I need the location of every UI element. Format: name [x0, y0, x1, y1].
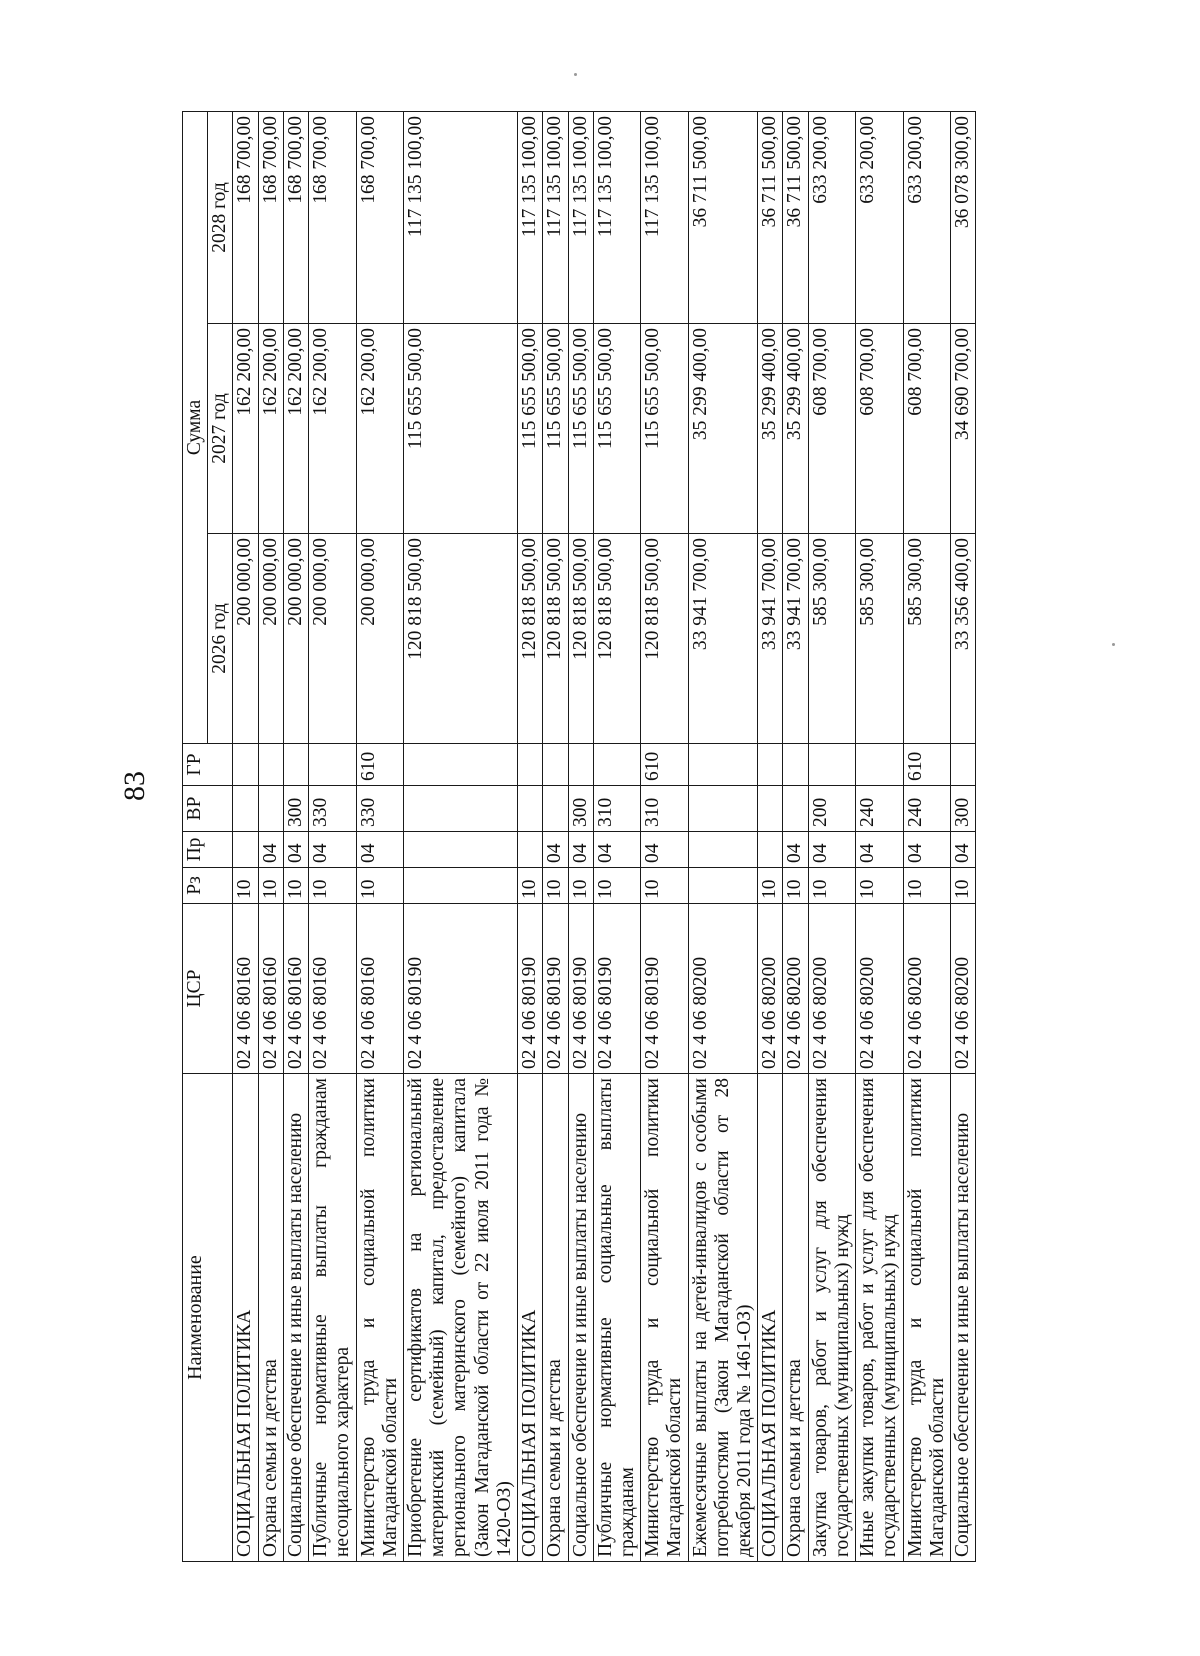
cell-rz: 10	[758, 868, 783, 904]
cell-amount-2026: 585 300,00	[856, 534, 903, 744]
cell-amount-2027: 115 655 500,00	[641, 324, 688, 534]
cell-gr: 610	[356, 744, 403, 786]
header-vr: ВР	[183, 786, 233, 832]
cell-vr: 240	[856, 786, 903, 832]
cell-rz: 10	[641, 868, 688, 904]
cell-gr	[593, 744, 640, 786]
cell-amount-2027: 35 299 400,00	[758, 324, 783, 534]
cell-amount-2028: 117 135 100,00	[641, 112, 688, 324]
cell-csr: 02 4 06 80200	[856, 904, 903, 1074]
cell-name: Закупка товаров, работ и услуг для обеспечения государственных (муниципальных) нужд	[808, 1074, 855, 1562]
header-year-2028: 2028 год	[208, 112, 233, 324]
cell-amount-2026: 120 818 500,00	[568, 534, 593, 744]
cell-amount-2026: 200 000,00	[258, 534, 283, 744]
table-row	[641, 112, 688, 1562]
table-row	[309, 112, 356, 1562]
cell-rz	[403, 868, 517, 904]
cell-pr: 04	[808, 832, 855, 868]
cell-pr: 04	[258, 832, 283, 868]
cell-amount-2027: 35 299 400,00	[783, 324, 808, 534]
table-row	[808, 112, 855, 1562]
cell-name: СОЦИАЛЬНАЯ ПОЛИТИКА	[758, 1074, 783, 1562]
cell-rz: 10	[283, 868, 308, 904]
cell-vr: 300	[283, 786, 308, 832]
table-row	[543, 112, 568, 1562]
cell-gr: 610	[641, 744, 688, 786]
cell-amount-2028: 117 135 100,00	[593, 112, 640, 324]
cell-amount-2028: 633 200,00	[808, 112, 855, 324]
cell-pr	[233, 832, 258, 868]
cell-rz: 10	[856, 868, 903, 904]
cell-csr: 02 4 06 80200	[903, 904, 950, 1074]
cell-rz: 10	[356, 868, 403, 904]
cell-amount-2028: 117 135 100,00	[403, 112, 517, 324]
table-row	[593, 112, 640, 1562]
cell-rz: 10	[808, 868, 855, 904]
cell-csr: 02 4 06 80160	[309, 904, 356, 1074]
cell-amount-2028: 117 135 100,00	[543, 112, 568, 324]
cell-csr: 02 4 06 80200	[951, 904, 976, 1074]
cell-amount-2027: 115 655 500,00	[593, 324, 640, 534]
cell-rz: 10	[543, 868, 568, 904]
cell-gr	[403, 744, 517, 786]
cell-name: Социальное обеспечение и иные выплаты населению	[283, 1074, 308, 1562]
cell-csr: 02 4 06 80190	[403, 904, 517, 1074]
cell-name: Иные закупки товаров, работ и услуг для обеспечения государственных (муниципальных) нужд	[856, 1074, 903, 1562]
cell-csr: 02 4 06 80200	[758, 904, 783, 1074]
cell-amount-2027: 608 700,00	[808, 324, 855, 534]
cell-amount-2026: 33 941 700,00	[758, 534, 783, 744]
cell-pr	[518, 832, 543, 868]
budget-table	[182, 111, 976, 1562]
cell-gr	[309, 744, 356, 786]
cell-name: СОЦИАЛЬНАЯ ПОЛИТИКА	[233, 1074, 258, 1562]
cell-amount-2027: 34 690 700,00	[951, 324, 976, 534]
cell-amount-2026: 200 000,00	[309, 534, 356, 744]
cell-amount-2027: 162 200,00	[233, 324, 258, 534]
cell-gr	[758, 744, 783, 786]
cell-amount-2028: 168 700,00	[356, 112, 403, 324]
cell-pr: 04	[856, 832, 903, 868]
cell-amount-2028: 168 700,00	[309, 112, 356, 324]
cell-rz	[688, 868, 758, 904]
cell-csr: 02 4 06 80190	[543, 904, 568, 1074]
header-csr: ЦСР	[183, 904, 233, 1074]
table-row	[758, 112, 783, 1562]
cell-amount-2026: 33 941 700,00	[688, 534, 758, 744]
cell-csr: 02 4 06 80160	[258, 904, 283, 1074]
cell-amount-2028: 168 700,00	[283, 112, 308, 324]
cell-name: СОЦИАЛЬНАЯ ПОЛИТИКА	[518, 1074, 543, 1562]
cell-pr	[758, 832, 783, 868]
cell-rz: 10	[568, 868, 593, 904]
cell-amount-2027: 162 200,00	[309, 324, 356, 534]
cell-amount-2027: 115 655 500,00	[518, 324, 543, 534]
cell-rz: 10	[593, 868, 640, 904]
cell-amount-2026: 33 941 700,00	[783, 534, 808, 744]
cell-name: Социальное обеспечение и иные выплаты населению	[568, 1074, 593, 1562]
cell-name: Ежемесячные выплаты на детей-инвалидов с особыми потребностями (Закон Магаданской области от 28 декабря 2011 года № 1461-ОЗ)	[688, 1074, 758, 1562]
cell-rz: 10	[233, 868, 258, 904]
cell-name: Министерство труда и социальной политики Магаданской области	[903, 1074, 950, 1562]
cell-name: Социальное обеспечение и иные выплаты населению	[951, 1074, 976, 1562]
cell-gr: 610	[903, 744, 950, 786]
cell-name: Охрана семьи и детства	[258, 1074, 283, 1562]
cell-gr	[856, 744, 903, 786]
cell-amount-2027: 35 299 400,00	[688, 324, 758, 534]
header-pr: Пр	[183, 832, 233, 868]
cell-pr: 04	[641, 832, 688, 868]
cell-rz: 10	[783, 868, 808, 904]
cell-name: Министерство труда и социальной политики Магаданской области	[641, 1074, 688, 1562]
cell-gr	[808, 744, 855, 786]
cell-gr	[258, 744, 283, 786]
cell-amount-2028: 117 135 100,00	[568, 112, 593, 324]
cell-amount-2026: 120 818 500,00	[403, 534, 517, 744]
cell-vr: 300	[951, 786, 976, 832]
scan-speck	[574, 73, 577, 76]
header-row	[183, 112, 208, 1562]
cell-csr: 02 4 06 80160	[233, 904, 258, 1074]
cell-csr: 02 4 06 80200	[783, 904, 808, 1074]
cell-amount-2028: 36 711 500,00	[688, 112, 758, 324]
cell-amount-2026: 120 818 500,00	[518, 534, 543, 744]
cell-csr: 02 4 06 80190	[593, 904, 640, 1074]
cell-amount-2027: 115 655 500,00	[568, 324, 593, 534]
cell-amount-2028: 168 700,00	[258, 112, 283, 324]
cell-vr	[518, 786, 543, 832]
cell-amount-2028: 36 078 300,00	[951, 112, 976, 324]
table-row	[568, 112, 593, 1562]
table-row	[258, 112, 283, 1562]
cell-amount-2028: 117 135 100,00	[518, 112, 543, 324]
cell-name: Охрана семьи и детства	[543, 1074, 568, 1562]
cell-rz: 10	[903, 868, 950, 904]
cell-pr	[688, 832, 758, 868]
cell-amount-2027: 608 700,00	[856, 324, 903, 534]
cell-pr: 04	[903, 832, 950, 868]
cell-gr	[568, 744, 593, 786]
cell-amount-2026: 120 818 500,00	[641, 534, 688, 744]
cell-vr: 310	[641, 786, 688, 832]
cell-name: Публичные нормативные выплаты гражданам несоциального характера	[309, 1074, 356, 1562]
cell-vr	[783, 786, 808, 832]
header-sum: Сумма	[183, 112, 208, 744]
cell-amount-2026: 200 000,00	[233, 534, 258, 744]
cell-amount-2026: 585 300,00	[808, 534, 855, 744]
cell-gr	[688, 744, 758, 786]
header-rz: Рз	[183, 868, 233, 904]
header-year-2026: 2026 год	[208, 534, 233, 744]
cell-csr: 02 4 06 80200	[808, 904, 855, 1074]
cell-vr: 200	[808, 786, 855, 832]
cell-name: Приобретение сертификатов на региональный материнский (семейный) капитал, предоставление регионального материнского (семейного) капитала (Закон Магаданской области от 22 июля 2011 года № 1420-ОЗ)	[403, 1074, 517, 1562]
cell-amount-2027: 115 655 500,00	[543, 324, 568, 534]
cell-amount-2027: 115 655 500,00	[403, 324, 517, 534]
cell-vr: 330	[309, 786, 356, 832]
cell-name: Публичные нормативные социальные выплаты гражданам	[593, 1074, 640, 1562]
cell-amount-2028: 36 711 500,00	[783, 112, 808, 324]
cell-amount-2027: 608 700,00	[903, 324, 950, 534]
cell-pr: 04	[951, 832, 976, 868]
table-row	[856, 112, 903, 1562]
cell-vr: 300	[568, 786, 593, 832]
cell-rz: 10	[518, 868, 543, 904]
table-body	[233, 112, 976, 1562]
cell-amount-2026: 200 000,00	[356, 534, 403, 744]
table-row	[903, 112, 950, 1562]
cell-gr	[283, 744, 308, 786]
cell-amount-2026: 200 000,00	[283, 534, 308, 744]
cell-csr: 02 4 06 80200	[688, 904, 758, 1074]
table-row	[233, 112, 258, 1562]
table-row	[951, 112, 976, 1562]
cell-amount-2028: 36 711 500,00	[758, 112, 783, 324]
cell-name: Министерство труда и социальной политики Магаданской области	[356, 1074, 403, 1562]
cell-vr	[258, 786, 283, 832]
header-year-2027: 2027 год	[208, 324, 233, 534]
cell-name: Охрана семьи и детства	[783, 1074, 808, 1562]
cell-pr	[403, 832, 517, 868]
cell-rz: 10	[951, 868, 976, 904]
cell-amount-2028: 633 200,00	[856, 112, 903, 324]
table-row	[283, 112, 308, 1562]
cell-gr	[783, 744, 808, 786]
cell-pr: 04	[309, 832, 356, 868]
cell-gr	[543, 744, 568, 786]
header-gr: ГР	[183, 744, 233, 786]
cell-amount-2027: 162 200,00	[283, 324, 308, 534]
cell-csr: 02 4 06 80190	[568, 904, 593, 1074]
page-number: 83	[118, 771, 151, 801]
cell-vr: 310	[593, 786, 640, 832]
cell-vr	[688, 786, 758, 832]
cell-vr	[233, 786, 258, 832]
cell-amount-2026: 585 300,00	[903, 534, 950, 744]
table-row	[783, 112, 808, 1562]
cell-csr: 02 4 06 80160	[356, 904, 403, 1074]
cell-vr: 330	[356, 786, 403, 832]
scan-speck	[1112, 643, 1115, 646]
cell-pr: 04	[283, 832, 308, 868]
cell-csr: 02 4 06 80190	[641, 904, 688, 1074]
cell-vr: 240	[903, 786, 950, 832]
header-name: Наименование	[183, 1074, 233, 1562]
cell-pr: 04	[593, 832, 640, 868]
table-row	[403, 112, 517, 1562]
cell-csr: 02 4 06 80160	[283, 904, 308, 1074]
cell-amount-2027: 162 200,00	[356, 324, 403, 534]
cell-rz: 10	[258, 868, 283, 904]
cell-pr: 04	[356, 832, 403, 868]
table-row	[688, 112, 758, 1562]
cell-pr: 04	[783, 832, 808, 868]
cell-amount-2028: 633 200,00	[903, 112, 950, 324]
cell-csr: 02 4 06 80190	[518, 904, 543, 1074]
cell-pr: 04	[543, 832, 568, 868]
cell-amount-2026: 33 356 400,00	[951, 534, 976, 744]
cell-vr	[543, 786, 568, 832]
table-row	[356, 112, 403, 1562]
cell-amount-2026: 120 818 500,00	[593, 534, 640, 744]
cell-rz: 10	[309, 868, 356, 904]
cell-gr	[233, 744, 258, 786]
cell-vr	[403, 786, 517, 832]
cell-gr	[518, 744, 543, 786]
cell-pr: 04	[568, 832, 593, 868]
cell-amount-2027: 162 200,00	[258, 324, 283, 534]
cell-amount-2026: 120 818 500,00	[543, 534, 568, 744]
table-row	[518, 112, 543, 1562]
cell-vr	[758, 786, 783, 832]
cell-amount-2028: 168 700,00	[233, 112, 258, 324]
cell-gr	[951, 744, 976, 786]
